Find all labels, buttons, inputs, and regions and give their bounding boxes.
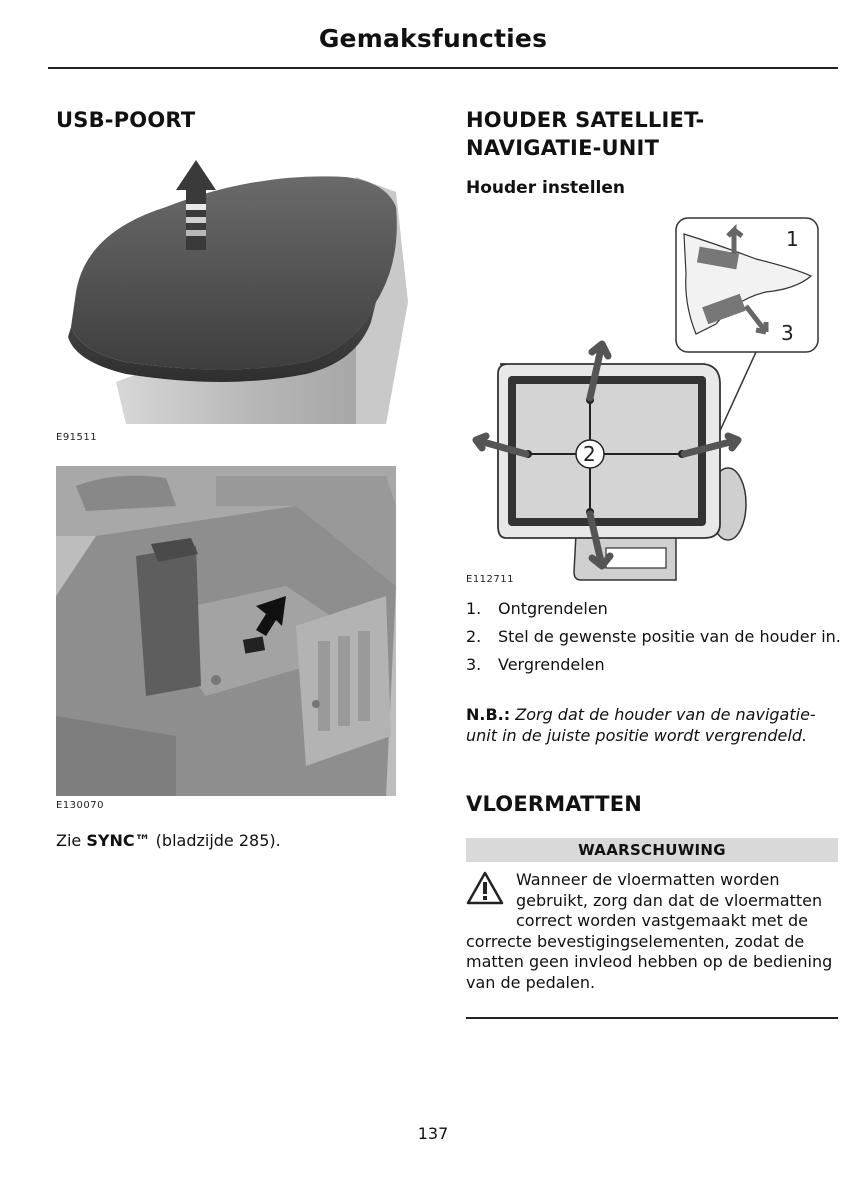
page-header-title: Gemaksfuncties xyxy=(318,24,548,53)
navigation-holder-illustration xyxy=(466,214,838,584)
sync-link[interactable]: SYNC™ xyxy=(86,831,151,850)
callout-1: 1 xyxy=(786,227,799,251)
nav-holder-section-title xyxy=(466,106,704,162)
step-number: 3. xyxy=(466,655,482,674)
warning-header: WAARSCHUWING xyxy=(466,838,838,862)
warning-bottom-rule xyxy=(466,1017,838,1019)
figure-code-e91511: E91511 xyxy=(56,432,98,443)
warning-body: Wanneer de vloermatten worden gebruikt, zorg dan dat de vloermatten correct worden vastgemaakt met de correcte bevestigingselementen, zodat de matten geen invleod hebben op de bediening van de pedalen. xyxy=(466,870,833,992)
note-label: N.B.: xyxy=(466,705,511,724)
step-number: 1. xyxy=(466,599,482,618)
figure-code-e130070-text: E130070 xyxy=(56,800,104,811)
list-item xyxy=(466,598,841,620)
callout-3: 3 xyxy=(781,321,794,345)
figure-code-e112711: E112711 xyxy=(466,574,514,585)
list-item xyxy=(466,654,841,676)
xref-prefix: Zie xyxy=(56,831,87,850)
holder-settings-subtitle: Houder instellen xyxy=(466,178,626,198)
armrest-lid-illustration xyxy=(56,152,412,424)
floor-mats-section-title: VLOERMATTEN xyxy=(466,792,643,816)
figure-code-e130070 xyxy=(56,800,104,811)
sync-cross-reference xyxy=(56,830,281,852)
xref-suffix: (bladzijde 285). xyxy=(150,831,281,850)
page-number: 137 xyxy=(417,1124,449,1143)
holder-steps-list xyxy=(466,598,841,682)
step-number: 2. xyxy=(466,627,482,646)
warning-icon-spacer xyxy=(466,870,516,930)
console-storage-usb-illustration xyxy=(56,466,396,796)
step-text: Ontgrendelen xyxy=(498,599,608,618)
nav-holder-title-line1: HOUDER SATELLIET- xyxy=(466,108,705,132)
warning-text xyxy=(466,870,838,993)
nav-holder-title-line2: NAVIGATIE-UNIT xyxy=(466,136,660,160)
header-divider xyxy=(48,67,838,69)
callout-2: 2 xyxy=(583,442,596,466)
step-text: Vergrendelen xyxy=(498,655,605,674)
usb-section-title: USB-POORT xyxy=(56,108,196,132)
list-item xyxy=(466,626,841,648)
note-block xyxy=(466,704,838,746)
step-text: Stel de gewenste positie van de houder in. xyxy=(498,627,841,646)
note-text: Zorg dat de houder van de navigatie-unit in de juiste positie wordt vergrendeld. xyxy=(466,705,816,745)
